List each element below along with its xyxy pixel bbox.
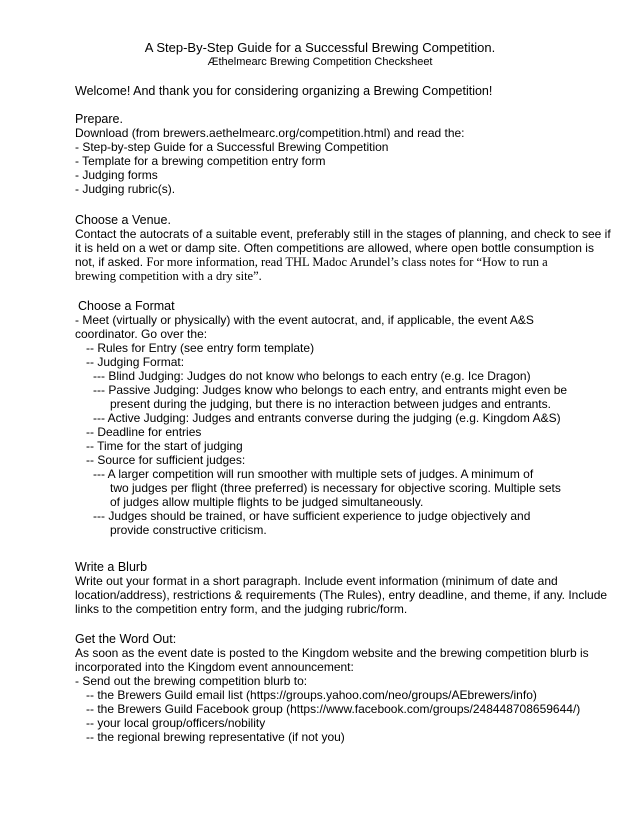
list-item: -- the Brewers Guild Facebook group (https://www.facebook.com/groups/248448708659644/) (86, 702, 581, 716)
text-line: incorporated into the Kingdom event announcement: (75, 660, 354, 674)
welcome-text: Welcome! And thank you for considering organizing a Brewing Competition! (75, 84, 493, 98)
section-heading: Choose a Venue. (75, 213, 171, 227)
section-venue (75, 213, 611, 283)
list-item: - Judging rubric(s). (75, 182, 176, 196)
text-line (75, 255, 570, 269)
list-item: --- Passive Judging: Judges know who belongs to each entry, and entrants might even be (93, 383, 568, 397)
text-line: Download (from brewers.aethelmearc.org/competition.html) and read the: (75, 126, 465, 140)
list-item: -- Judging Format: (86, 355, 185, 369)
list-item: -- the Brewers Guild email list (https://groups.yahoo.com/neo/groups/AEbrewers/info) (86, 688, 537, 702)
list-item: --- Blind Judging: Judges do not know who belongs to each entry (e.g. Ice Dragon) (93, 369, 531, 383)
text-line: coordinator. Go over the: (75, 327, 208, 341)
list-item: -- Rules for Entry (see entry form template) (86, 341, 315, 355)
list-item: --- Active Judging: Judges and entrants converse during the judging (e.g. Kingdom A&S) (93, 411, 561, 425)
text-line: location/address), restrictions & requirements (The Rules), entry deadline, and theme, if any. Include (75, 588, 608, 602)
section-heading: Write a Blurb (75, 560, 148, 574)
list-item: --- Judges should be trained, or have sufficient experience to judge objectively and (93, 509, 531, 523)
list-item-continuation: of judges allow multiple flights to be judged simultaneously. (110, 495, 424, 509)
list-item: -- Time for the start of judging (86, 439, 243, 453)
text-fragment: not, if asked. (75, 255, 144, 269)
list-item-continuation: present during the judging, but there is no interaction between judges and entrants. (110, 397, 551, 411)
document-subtitle: Æthelmearc Brewing Competition Checksheet (207, 56, 433, 68)
section-heading: Get the Word Out: (75, 632, 177, 646)
list-item-continuation: two judges per flight (three preferred) is necessary for objective scoring. Multiple sets (110, 481, 561, 495)
list-item: - Template for a brewing competition entry form (75, 154, 326, 168)
text-line: brewing competition with a dry site”. (75, 269, 262, 283)
list-item: -- Source for sufficient judges: (86, 453, 246, 467)
section-blurb (75, 560, 608, 616)
text-line: Write out your format in a short paragraph. Include event information (minimum of date and (75, 574, 558, 588)
section-heading: Choose a Format (78, 299, 175, 313)
section-word-out (75, 632, 589, 744)
document-title: A Step-By-Step Guide for a Successful Brewing Competition. (144, 40, 496, 55)
welcome-paragraph (75, 84, 570, 98)
text-line: - Meet (virtually or physically) with the event autocrat, and, if applicable, the event A&S (75, 313, 534, 327)
section-heading: Prepare. (75, 112, 123, 126)
list-item: -- Deadline for entries (86, 425, 202, 439)
text-line: As soon as the event date is posted to the Kingdom website and the brewing competition blurb is (75, 646, 589, 660)
list-item: - Judging forms (75, 168, 158, 182)
list-item: - Step-by-step Guide for a Successful Brewing Competition (75, 140, 389, 154)
text-line: links to the competition entry form, and the judging rubric/form. (75, 602, 408, 616)
list-item: --- A larger competition will run smoother with multiple sets of judges. A minimum of (93, 467, 534, 481)
text-line: it is held on a wet or damp site. Often competitions are allowed, where open bottle consumption is (75, 241, 594, 255)
list-item: -- your local group/officers/nobility (86, 716, 266, 730)
list-item: -- the regional brewing representative (if not you) (86, 730, 345, 744)
text-line: Contact the autocrats of a suitable event, preferably still in the stages of planning, and check to see if (75, 227, 611, 241)
section-prepare (75, 112, 570, 196)
list-item-continuation: provide constructive criticism. (110, 523, 267, 537)
serif-text-fragment: For more information, read THL Madoc Arundel’s class notes for “How to run a (146, 255, 548, 269)
list-item: - Send out the brewing competition blurb to: (75, 674, 308, 688)
section-format (75, 299, 570, 537)
